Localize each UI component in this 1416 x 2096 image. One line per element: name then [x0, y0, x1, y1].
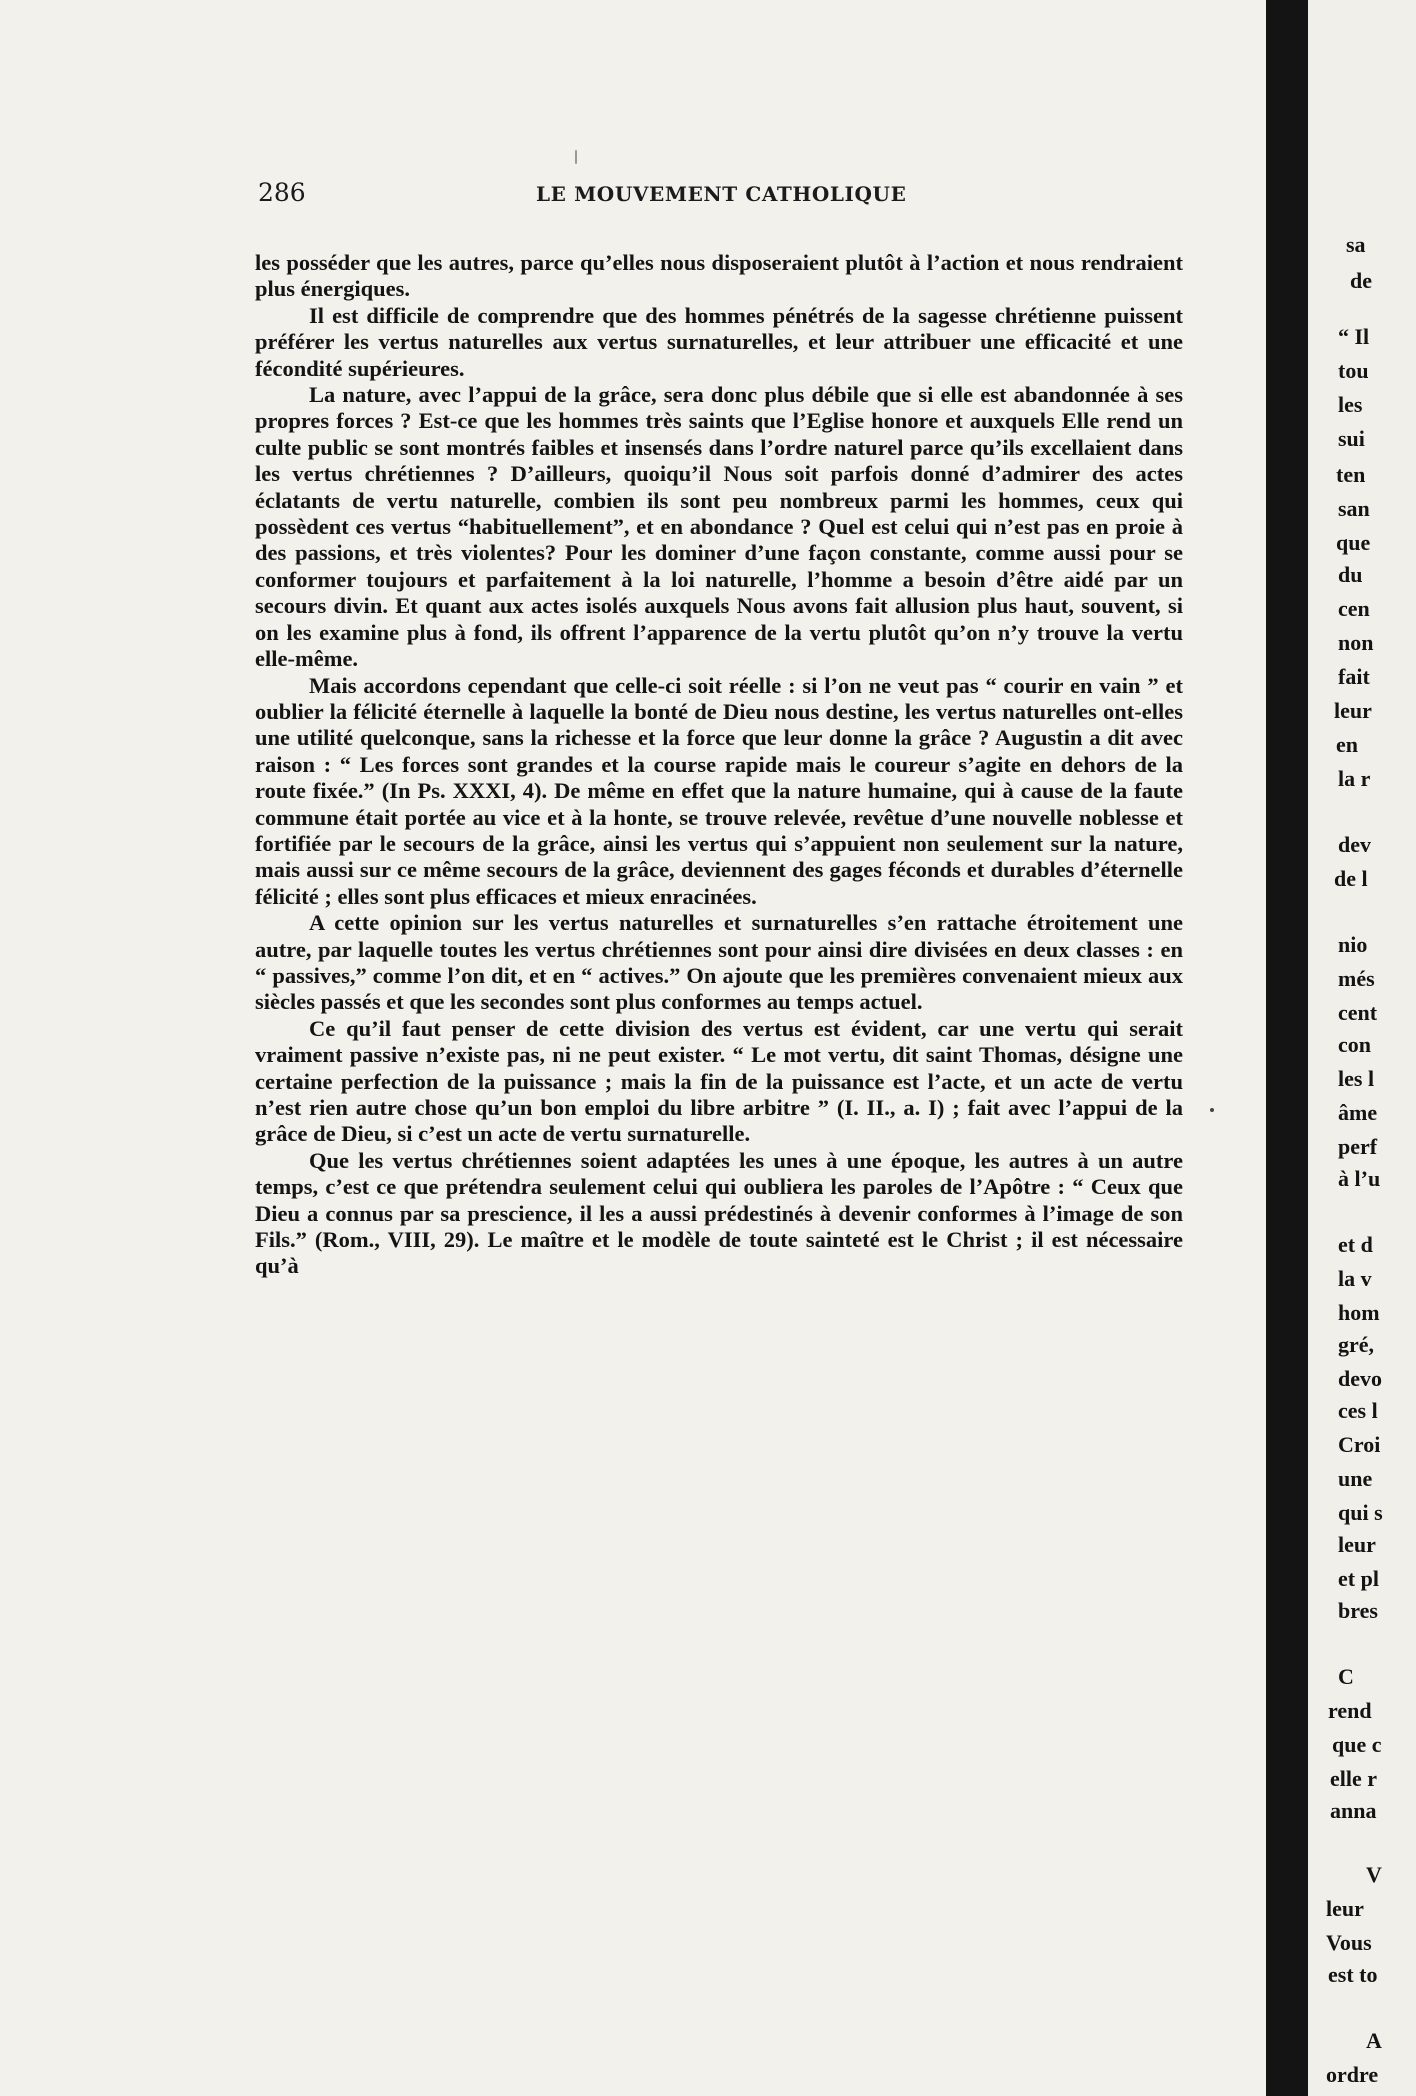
facing-page-fragment: une	[1338, 1466, 1373, 1491]
facing-page-fragment: cent	[1338, 1000, 1378, 1025]
facing-page-fragment: Croi	[1338, 1432, 1381, 1457]
facing-page-fragment: anna	[1330, 1798, 1377, 1823]
facing-page-fragment: âme	[1338, 1100, 1378, 1125]
facing-page-fragment: de	[1350, 268, 1372, 293]
facing-page-fragment: rend	[1328, 1698, 1372, 1723]
facing-page-fragment: que	[1336, 530, 1371, 555]
paragraph-3: La nature, avec l’appui de la grâce, sera donc plus débile que si elle est abandonnée à ses propres forces ? Est-ce que les hommes très saints que l’Eglise honore et auxquels Elle rend un culte public se sont montrés faibles et insensés dans l’ordre naturel parce qu’ils excellaient dans les vertus chrétiennes ? D’ailleurs, quoiqu’il Nous soit parfois donné d’admirer des actes éclatants de vertu naturelle, combien ils sont peu nombreux parmi les hommes, ceux qui possèdent ces vertus “habituellement”, et en abondance ? Quel est celui qui n’est pas en proie à des passions, et très violentes? Pour les dominer d’une façon constante, comme aussi pour se conformer toujours et parfaitement à la loi naturelle, l’homme a besoin d’être aidé par un secours divin. Et quant aux actes isolés auxquels Nous avons fait allusion plus haut, souvent, si on les examine plus à fond, ils offrent l’apparence de la vertu plutôt qu’on n’y trouve la vertu elle-même.	[255, 382, 1183, 672]
facing-page-fragment: leur	[1338, 1532, 1376, 1557]
facing-page-fragment: la r	[1338, 766, 1371, 791]
facing-page-fragment: Vous	[1326, 1930, 1372, 1955]
facing-page-fragment: elle r	[1330, 1766, 1378, 1791]
facing-page-fragment: nio	[1338, 932, 1368, 957]
facing-page-fragment: est to	[1328, 1962, 1378, 1987]
facing-page-fragment: en	[1336, 732, 1358, 757]
facing-page-fragment: tou	[1338, 358, 1369, 383]
facing-page-fragment: sa	[1346, 232, 1366, 257]
facing-page-fragment: ordre	[1326, 2062, 1379, 2087]
page-header	[258, 174, 1178, 214]
facing-page-fragment: leur	[1326, 1896, 1364, 1921]
facing-page-fragment: à l’u	[1338, 1166, 1381, 1191]
facing-page-fragment: et d	[1338, 1232, 1373, 1257]
paragraph-2: Il est difficile de comprendre que des hommes pénétrés de la sagesse chrétienne puissent préférer les vertus naturelles aux vertus surnaturelles, et leur attribuer une efficacité et une fécondité supérieures.	[255, 302, 1183, 381]
facing-page-fragment: non	[1338, 630, 1374, 655]
paragraph-6: Ce qu’il faut penser de cette division des vertus est évident, car une vertu qui serait vraiment passive n’existe pas, ni ne peut exister. “ Le mot vertu, dit saint Thomas, désigne une certaine perfection de la puissance ; mais la fin de la puissance est l’acte, et un acte de vertu n’est rien autre chose qu’un bon emploi du libre arbitre ” (I. II., a. I) ; fait avec l’appui de la grâce de Dieu, si c’est un acte de vertu surnaturelle.	[255, 1015, 1183, 1147]
facing-page	[1308, 0, 1416, 2096]
facing-page-fragment: les	[1338, 392, 1363, 417]
facing-page-fragment: les l	[1338, 1066, 1375, 1091]
facing-page-fragment: la v	[1338, 1266, 1372, 1291]
facing-page-fragment: hom	[1338, 1300, 1380, 1325]
facing-page-fragment: ten	[1336, 462, 1366, 487]
paragraph-4: Mais accordons cependant que celle-ci soit réelle : si l’on ne veut pas “ courir en vain ” et oublier la félicité éternelle à laquelle la bonté de Dieu nous destine, les vertus naturelles ont-elles une utilité quelconque, sans la richesse et la force que leur donne la grâce ? Augustin a dit avec raison : “ Les forces sont grandes et la course rapide mais le coureur s’agite en dehors de la route fixée.” (In Ps. XXXI, 4). De même en effet que la nature humaine, qui à cause de la faute commune était portée au vice et à la honte, se trouve relevée, revêtue d’une nouvelle noblesse et fortifiée par le secours de la grâce, ainsi les vertus qui s’appuient non seulement sur la nature, mais aussi sur ce même secours de la grâce, deviennent des gages féconds et durables d’éternelle félicité ; elles sont plus efficaces et mieux enracinées.	[255, 672, 1183, 909]
facing-page-fragment: devo	[1338, 1366, 1382, 1391]
facing-page-fragment: C	[1338, 1664, 1354, 1689]
facing-page-fragment: fait	[1338, 664, 1370, 689]
facing-page-fragment: con	[1338, 1032, 1371, 1057]
facing-page-fragment: perf	[1338, 1134, 1378, 1159]
facing-page-fragment: qui s	[1338, 1500, 1383, 1525]
facing-page-fragment: “ Il	[1338, 324, 1370, 349]
facing-page-fragment: gré,	[1338, 1332, 1375, 1357]
facing-page-fragment: leur	[1334, 698, 1372, 723]
paragraph-1: les posséder que les autres, parce qu’elles nous disposeraient plutôt à l’action et nous rendraient plus énergiques.	[255, 250, 1183, 302]
page-number: 286	[258, 178, 306, 207]
facing-page-fragment: ces l	[1338, 1398, 1378, 1423]
facing-page-fragment: dev	[1338, 832, 1371, 857]
facing-page-fragment: cen	[1338, 596, 1370, 621]
facing-page-fragment: que c	[1332, 1732, 1382, 1757]
facing-page-fragment: du	[1338, 562, 1363, 587]
scan-speck	[1210, 1108, 1214, 1112]
main-text-block	[255, 250, 1183, 1280]
paragraph-7: Que les vertus chrétiennes soient adaptées les unes à une époque, les autres à un autre temps, c’est ce que prétendra seulement celui qui oubliera les paroles de l’Apôtre : “ Ceux que Dieu a connus par sa prescience, il les a aussi prédestinés à devenir conformes à l’image de son Fils.” (Rom., VIII, 29). Le maître et le modèle de toute sainteté est le Christ ; il est nécessaire qu’à	[255, 1147, 1183, 1279]
facing-page-fragment: san	[1338, 496, 1370, 521]
facing-page-fragment: de l	[1334, 866, 1368, 891]
running-head: LE MOUVEMENT CATHOLIQUE	[536, 182, 907, 206]
book-gutter	[1266, 0, 1310, 2096]
facing-page-fragment: més	[1338, 966, 1375, 991]
scan-speck	[575, 150, 577, 164]
facing-page-fragment: V	[1366, 1862, 1382, 1887]
facing-page-fragment: sui	[1338, 426, 1365, 451]
facing-page-fragment: A	[1366, 2028, 1382, 2053]
facing-page-fragment: bres	[1338, 1598, 1378, 1623]
facing-page-fragment: et pl	[1338, 1566, 1379, 1591]
paragraph-5: A cette opinion sur les vertus naturelles et surnaturelles s’en rattache étroitement une autre, par laquelle toutes les vertus chrétiennes sont pour ainsi dire divisées en deux classes : en “ passives,” comme l’on dit, et en “ actives.” On ajoute que les premières convenaient mieux aux siècles passés et que les secondes sont plus conformes au temps actuel.	[255, 910, 1183, 1015]
